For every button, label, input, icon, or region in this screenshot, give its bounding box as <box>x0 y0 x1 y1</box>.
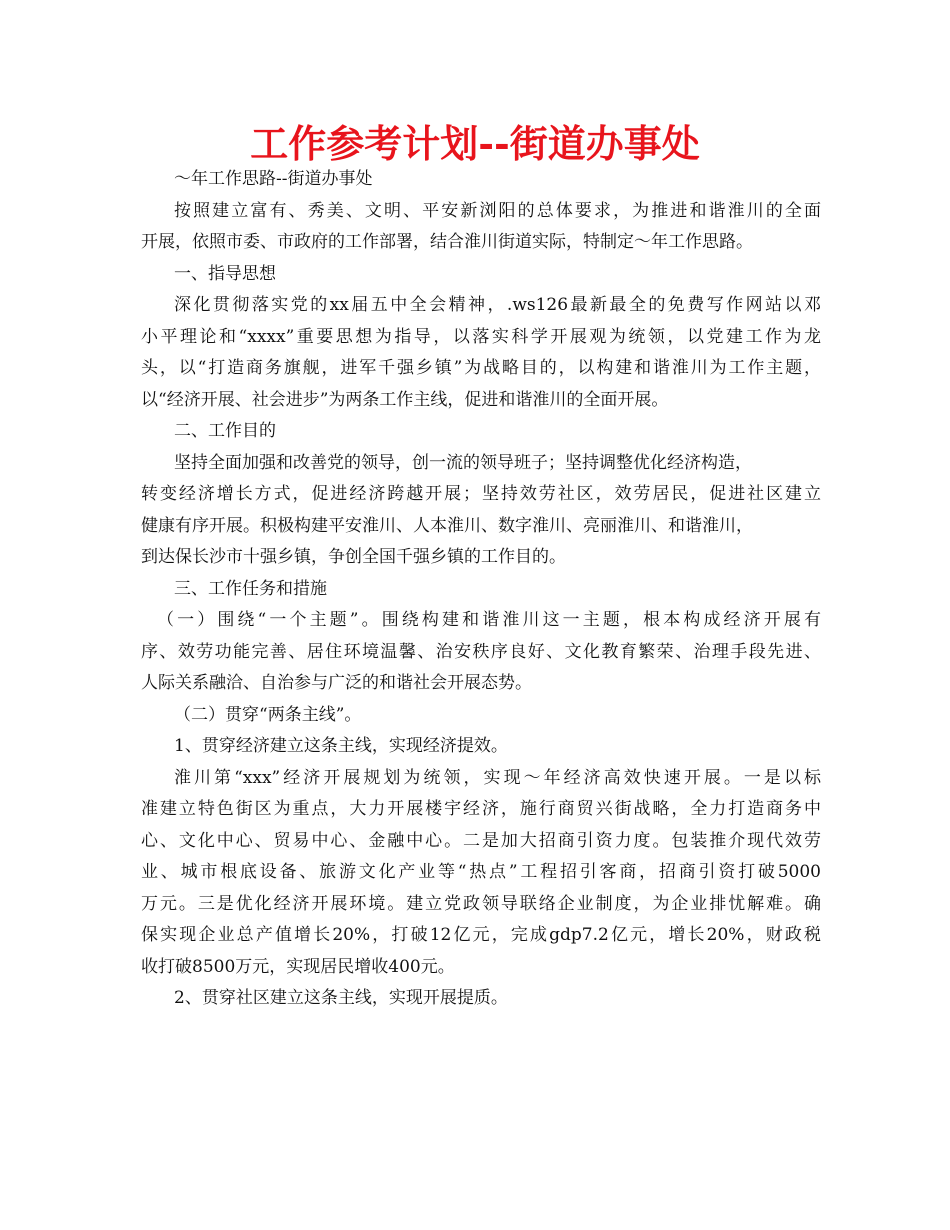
paragraph-line: 序、效劳功能完善、居住环境温馨、治安秩序良好、文化教育繁荣、治理手段先进、 <box>141 641 821 662</box>
paragraph-line: 头，以“打造商务旗舰，进军千强乡镇”为战略目的，以构建和谐淮川为工作主题， <box>141 358 821 378</box>
paragraph-line: 收打破8500万元，实现居民增收400元。 <box>141 956 455 977</box>
paragraph-line: 以“经济开展、社会进步”为两条工作主线，促进和谐淮川的全面开展。 <box>141 389 669 410</box>
section-heading: 二、工作目的 <box>174 421 276 441</box>
paragraph-line: 开展，依照市委、市政府的工作部署，结合淮川街道实际，特制定～年工作思路。 <box>141 232 753 252</box>
paragraph-line: 小平理论和“xxxx”重要思想为指导，以落实科学开展观为统领，以党建工作为龙 <box>141 326 821 347</box>
paragraph-line: 淮川第“xxx”经济开展规划为统领，实现～年经济高效快速开展。一是以标 <box>174 767 821 788</box>
paragraph-line: 坚持全面加强和改善党的领导，创一流的领导班子；坚持调整优化经济构造， <box>174 452 752 473</box>
paragraph-line: 深化贯彻落实党的xx届五中全会精神，.ws126最新最全的免费写作网站以邓 <box>174 295 821 315</box>
document-title: 工作参考计划--街道办事处 <box>250 121 700 166</box>
paragraph-line: 到达保长沙市十强乡镇，争创全国千强乡镇的工作目的。 <box>141 547 566 567</box>
paragraph-line: 转变经济增长方式，促进经济跨越开展；坚持效劳社区，效劳居民，促进社区建立 <box>141 484 821 504</box>
subsection-heading: 1、贯穿经济建立这条主线，实现经济提效。 <box>174 736 508 756</box>
paragraph-line: 保实现企业总产值增长20%，打破12亿元，完成gdp7.2亿元，增长20%，财政税 <box>141 925 821 945</box>
paragraph-line: 按照建立富有、秀美、文明、平安新浏阳的总体要求，为推进和谐淮川的全面 <box>174 200 821 221</box>
paragraph-line: 万元。三是优化经济开展环境。建立党政领导联络企业制度，为企业排忧解难。确 <box>141 893 821 914</box>
section-heading: 三、工作任务和措施 <box>174 578 327 599</box>
section-heading: 一、指导思想 <box>174 263 276 284</box>
paragraph-line: 业、城市根底设备、旅游文化产业等“热点”工程招引客商，招商引资打破5000 <box>141 862 821 882</box>
subsection-heading: 2、贯穿社区建立这条主线，实现开展提质。 <box>174 988 508 1008</box>
paragraph-line: （一）围绕“一个主题”。围绕构建和谐淮川这一主题，根本构成经济开展有 <box>157 610 821 630</box>
paragraph-line: 准建立特色街区为重点，大力开展楼宇经济，施行商贸兴街战略，全力打造商务中 <box>141 799 821 819</box>
paragraph-line: 健康有序开展。积极构建平安淮川、人本淮川、数字淮川、亮丽淮川、和谐淮川， <box>141 515 753 536</box>
paragraph-line: 人际关系融洽、自治参与广泛的和谐社会开展态势。 <box>141 673 532 693</box>
subsection-heading: （二）贯穿“两条主线”。 <box>174 704 362 725</box>
subtitle-line: ～年工作思路--街道办事处 <box>174 169 373 189</box>
paragraph-line: 心、文化中心、贸易中心、金融中心。二是加大招商引资力度。包装推介现代效劳 <box>141 830 821 851</box>
document-body <box>141 164 821 1015</box>
